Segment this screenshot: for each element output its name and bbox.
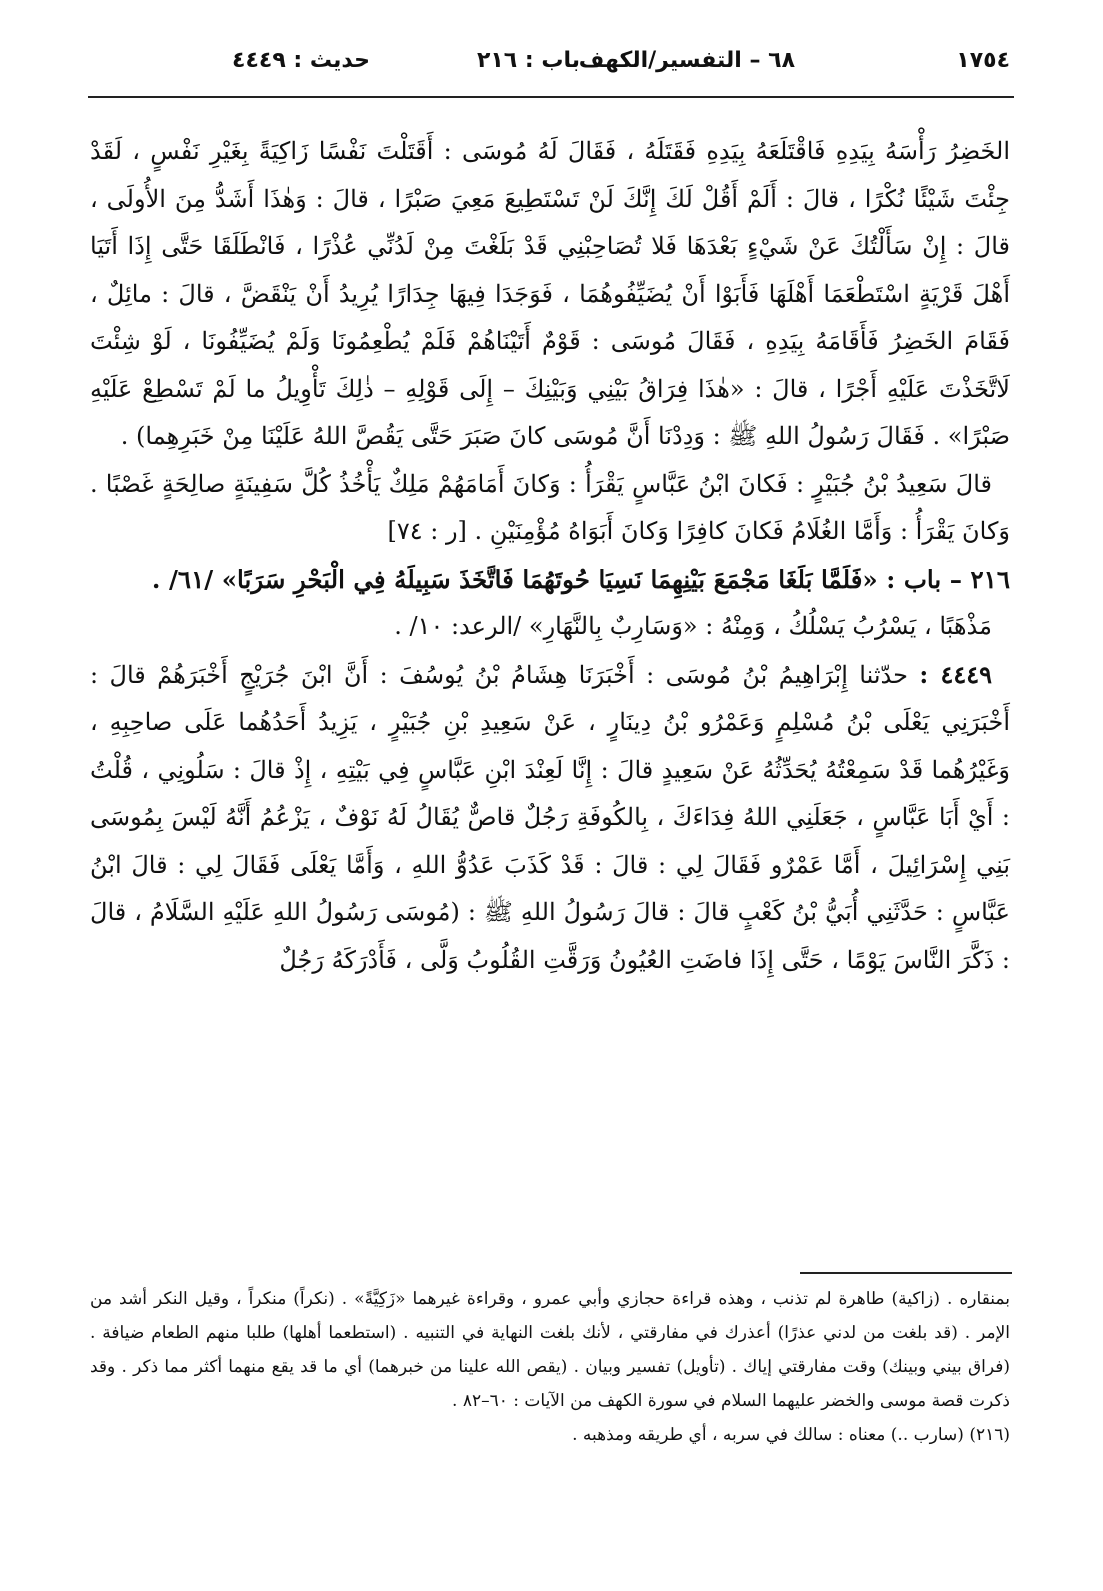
paragraph: مَذْهَبًا ، يَسْرُبُ يَسْلُكُ ، وَمِنْهُ : «وَسَارِبٌ بِالنَّهَارِ» /الرعد: ١٠/ . bbox=[394, 612, 992, 640]
main-text bbox=[90, 128, 1010, 984]
hadith-paragraph bbox=[90, 651, 1010, 985]
footnote: (٢١٦) (سارب ..) معناه : سالك في سربه ، أي طريقه ومذهبه . bbox=[572, 1425, 1010, 1445]
header-divider bbox=[88, 96, 1014, 98]
footnote: بمنقاره . (زاكية) طاهرة لم تذنب ، وهذه قراءة حجازي وأبي عمرو ، وقراءة غيرهما «زَكِيَّةً» . (نكراً) منكراً ، وقيل النكر أشد من الإمر . (قد بلغت من لدني عذرًا) أعذرك في مفارقتي ، لأنك بلغت النهاية في التنبيه . (استطعما أهلها) طلبا منهم الطعام ضيافة . (فراق بيني وبينك) وقت مفارقتي إياك . (تأويل) تفسير وبيان . (يقص الله علينا من خبرهما) أي ما قد يقع منهما أكثر مما ذكر . وقد ذكرت قصة موسى والخضر عليهما السلام في سورة الكهف من الآيات : ٦٠–٨٢ . bbox=[90, 1289, 1010, 1411]
chapter-label: باب : ٢١٦ bbox=[476, 48, 580, 73]
paragraph: قالَ سَعِيدُ بْنُ جُبَيْرٍ : فَكانَ ابْنُ عَبَّاسٍ يَقْرَأُ : وَكانَ أَمَامَهُمْ مَلِكٌ يَأْخُذُ كُلَّ سَفِينَةٍ صالِحَةٍ غَصْبًا . وَكانَ يَقْرَأُ : وَأَمَّا الغُلَامُ فَكانَ كافِرًا وَكانَ أَبَوَاهُ مُؤْمِنَيْنِ . [ر : ٧٤] bbox=[90, 469, 1010, 545]
paragraph: الخَضِرُ رَأْسَهُ بِيَدِهِ فَاقْتَلَعَهُ بِيَدِهِ فَقَتَلَهُ ، فَقَالَ لَهُ مُوسَى : أَقَتَلْتَ نَفْسًا زَاكِيَةً بِغَيْرِ نَفْسٍ ، لَقَدْ جِئْتَ شَيْئًا نُكْرًا ، قالَ : أَلَمْ أَقُلْ لَكَ إِنَّكَ لَنْ تَسْتَطِيعَ مَعِيَ صَبْرًا ، قالَ : وَهٰذَا أَشَدُّ مِنَ الأُولَى ، قالَ : إِنْ سَأَلْتُكَ عَنْ شَيْءٍ بَعْدَهَا فَلا تُصَاحِبْنِي قَدْ بَلَغْتَ مِنْ لَدُنِّي عُذْرًا ، فَانْطَلَقَا حَتَّى إِذَا أَتَيَا أَهْلَ قَرْيَةٍ اسْتَطْعَمَا أَهْلَهَا فَأَبَوْا أَنْ يُضَيِّفُوهُمَا ، فَوَجَدَا فِيهَا جِدَارًا يُرِيدُ أَنْ يَنْقَضَّ ، قالَ : مائِلٌ ، فَقَامَ الخَضِرُ فَأَقَامَهُ بِيَدِهِ ، فَقَالَ مُوسَى : قَوْمٌ أَتَيْنَاهُمْ فَلَمْ يُطْعِمُونَا وَلَمْ يُضَيِّفُونَا ، لَوْ شِئْتَ لَاتَّخَذْتَ عَلَيْهِ أَجْرًا ، قالَ : «هٰذَا فِرَاقُ بَيْنِي وَبَيْنِكَ – إِلَى قَوْلِهِ – ذٰلِكَ تَأْوِيلُ ما لَمْ تَسْطِعْ عَلَيْهِ صَبْرًا» . فَقَالَ رَسُولُ اللهِ ﷺ : وَدِدْنَا أَنَّ مُوسَى كانَ صَبَرَ حَتَّى يَقُصَّ اللهُ عَلَيْنَا مِنْ خَبَرِهِما) . bbox=[90, 137, 1010, 450]
running-header bbox=[90, 40, 1010, 86]
book-title: ٦٨ – التفسير/الكهف bbox=[578, 48, 795, 73]
hadith-label: حديث : ٤٤٤٩ bbox=[232, 48, 370, 73]
chapter-heading bbox=[90, 556, 1010, 604]
chapter-number: ٢١٦ – باب : bbox=[886, 564, 1010, 594]
hadith-number: ٤٤٤٩ : bbox=[919, 659, 992, 689]
footnotes bbox=[90, 1282, 1010, 1452]
page-number: ١٧٥٤ bbox=[956, 48, 1010, 73]
chapter-verse: «فَلَمَّا بَلَغَا مَجْمَعَ بَيْنِهِمَا نَسِيَا حُوتَهُمَا فَاتَّخَذَ سَبِيلَهُ فِي الْبَحْرِ سَرَبًا» /٦١/ . bbox=[151, 564, 878, 594]
hadith-text: حدّثنا إِبْرَاهِيمُ بْنُ مُوسَى : أَخْبَرَنَا هِشَامُ بْنُ يُوسُفَ : أَنَّ ابْنَ جُرَيْجٍ أَخْبَرَهُمْ قالَ : أَخْبَرَنِي يَعْلَى بْنُ مُسْلِمٍ وَعَمْرُو بْنُ دِينَارٍ ، عَنْ سَعِيدِ بْنِ جُبَيْرٍ ، يَزِيدُ أَحَدُهُما عَلَى صاحِبِهِ ، وَغَيْرُهُما قَدْ سَمِعْتُهُ يُحَدِّثُهُ عَنْ سَعِيدٍ قالَ : إِنَّا لَعِنْدَ ابْنِ عَبَّاسٍ فِي بَيْتِهِ ، إِذْ قالَ : سَلُونِي ، قُلْتُ : أَيْ أَبَا عَبَّاسٍ ، جَعَلَنِي اللهُ فِدَاءَكَ ، بِالكُوفَةِ رَجُلٌ قاصٌّ يُقَالُ لَهُ نَوْفٌ ، يَزْعُمُ أَنَّهُ لَيْسَ بِمُوسَى بَنِي إِسْرَائِيلَ ، أَمَّا عَمْرٌو فَقَالَ لِي : قالَ : قَدْ كَذَبَ عَدُوُّ اللهِ ، وَأَمَّا يَعْلَى فَقَالَ لِي : قالَ ابْنُ عَبَّاسٍ : حَدَّثَنِي أُبَيُّ بْنُ كَعْبٍ قالَ : قالَ رَسُولُ اللهِ ﷺ : (مُوسَى رَسُولُ اللهِ عَلَيْهِ السَّلَامُ ، قالَ : ذَكَّرَ النَّاسَ يَوْمًا ، حَتَّى إِذَا فاضَتِ العُيُونُ وَرَقَّتِ القُلُوبُ وَلَّى ، فَأَدْرَكَهُ رَجُلٌ bbox=[90, 660, 1010, 974]
footnote-divider bbox=[800, 1272, 1012, 1274]
